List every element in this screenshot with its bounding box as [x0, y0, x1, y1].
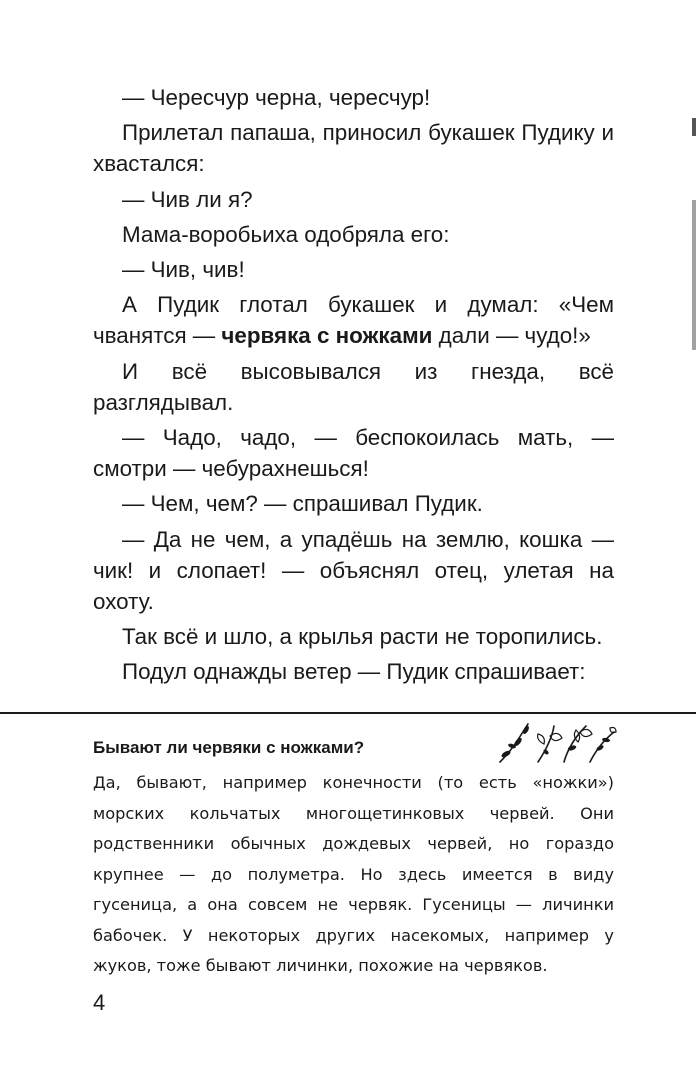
story-paragraph: Прилетал папаша, приносил букашек Пудику и хвастался:: [93, 120, 614, 177]
page-number: 4: [93, 990, 106, 1015]
note-paragraph: Да, бывают, например конечности (то есть «ножки») морских кольчатых многощетинковых червей. Они родственники обычных дождевых червей, но гораздо крупнее — до полуметра. Но здесь имеется в виду гусеница, а она совсем не червяк. Гусеницы — личинки бабочек. У некоторых других насекомых, например у жуков, тоже бывают личинки, похожие на червяков.: [93, 773, 614, 975]
edge-mark-top: [692, 118, 696, 136]
story-paragraph: — Чем, чем? — спрашивал Пудик.: [122, 491, 483, 517]
edge-mark-middle: [692, 200, 696, 350]
section-divider: [0, 712, 696, 714]
story-paragraph: — Чересчур черна, чересчур!: [122, 85, 431, 110]
note-title: Бывают ли червяки с ножками?: [93, 738, 365, 757]
story-paragraph: — Чив, чив!: [122, 257, 245, 283]
story-paragraph: — Чив ли я?: [122, 186, 253, 212]
story-paragraph: Так всё и шло, а крылья расти не торопились.: [122, 624, 603, 650]
story-paragraph: Мама-воробьиха одобряла его:: [122, 221, 450, 247]
story-bold-phrase: червяка с ножками: [221, 323, 433, 349]
story-paragraph: — Чадо, чадо, — беспокоилась мать, — смотри — чебурахнешься!: [93, 425, 614, 482]
story-paragraph: И всё высовывался из гнезда, всё разглядывал.: [93, 358, 614, 415]
story-paragraph-rich: [93, 289, 614, 351]
story-text-before: А Пудик глотал букашек и думал: «Чем чванятся —: [93, 292, 614, 349]
story-text-after: дали — чудо!»: [432, 323, 591, 349]
story-paragraph: — Да не чем, а упадёшь на землю, кошка — чик! и слопает! — объяснял отец, улетая на охоту.: [93, 526, 614, 615]
leafy-branches-icon: [494, 718, 618, 764]
story-paragraph: Подул однажды ветер — Пудик спрашивает:: [122, 659, 586, 685]
note-text: [93, 768, 614, 982]
story-text: [93, 82, 614, 692]
